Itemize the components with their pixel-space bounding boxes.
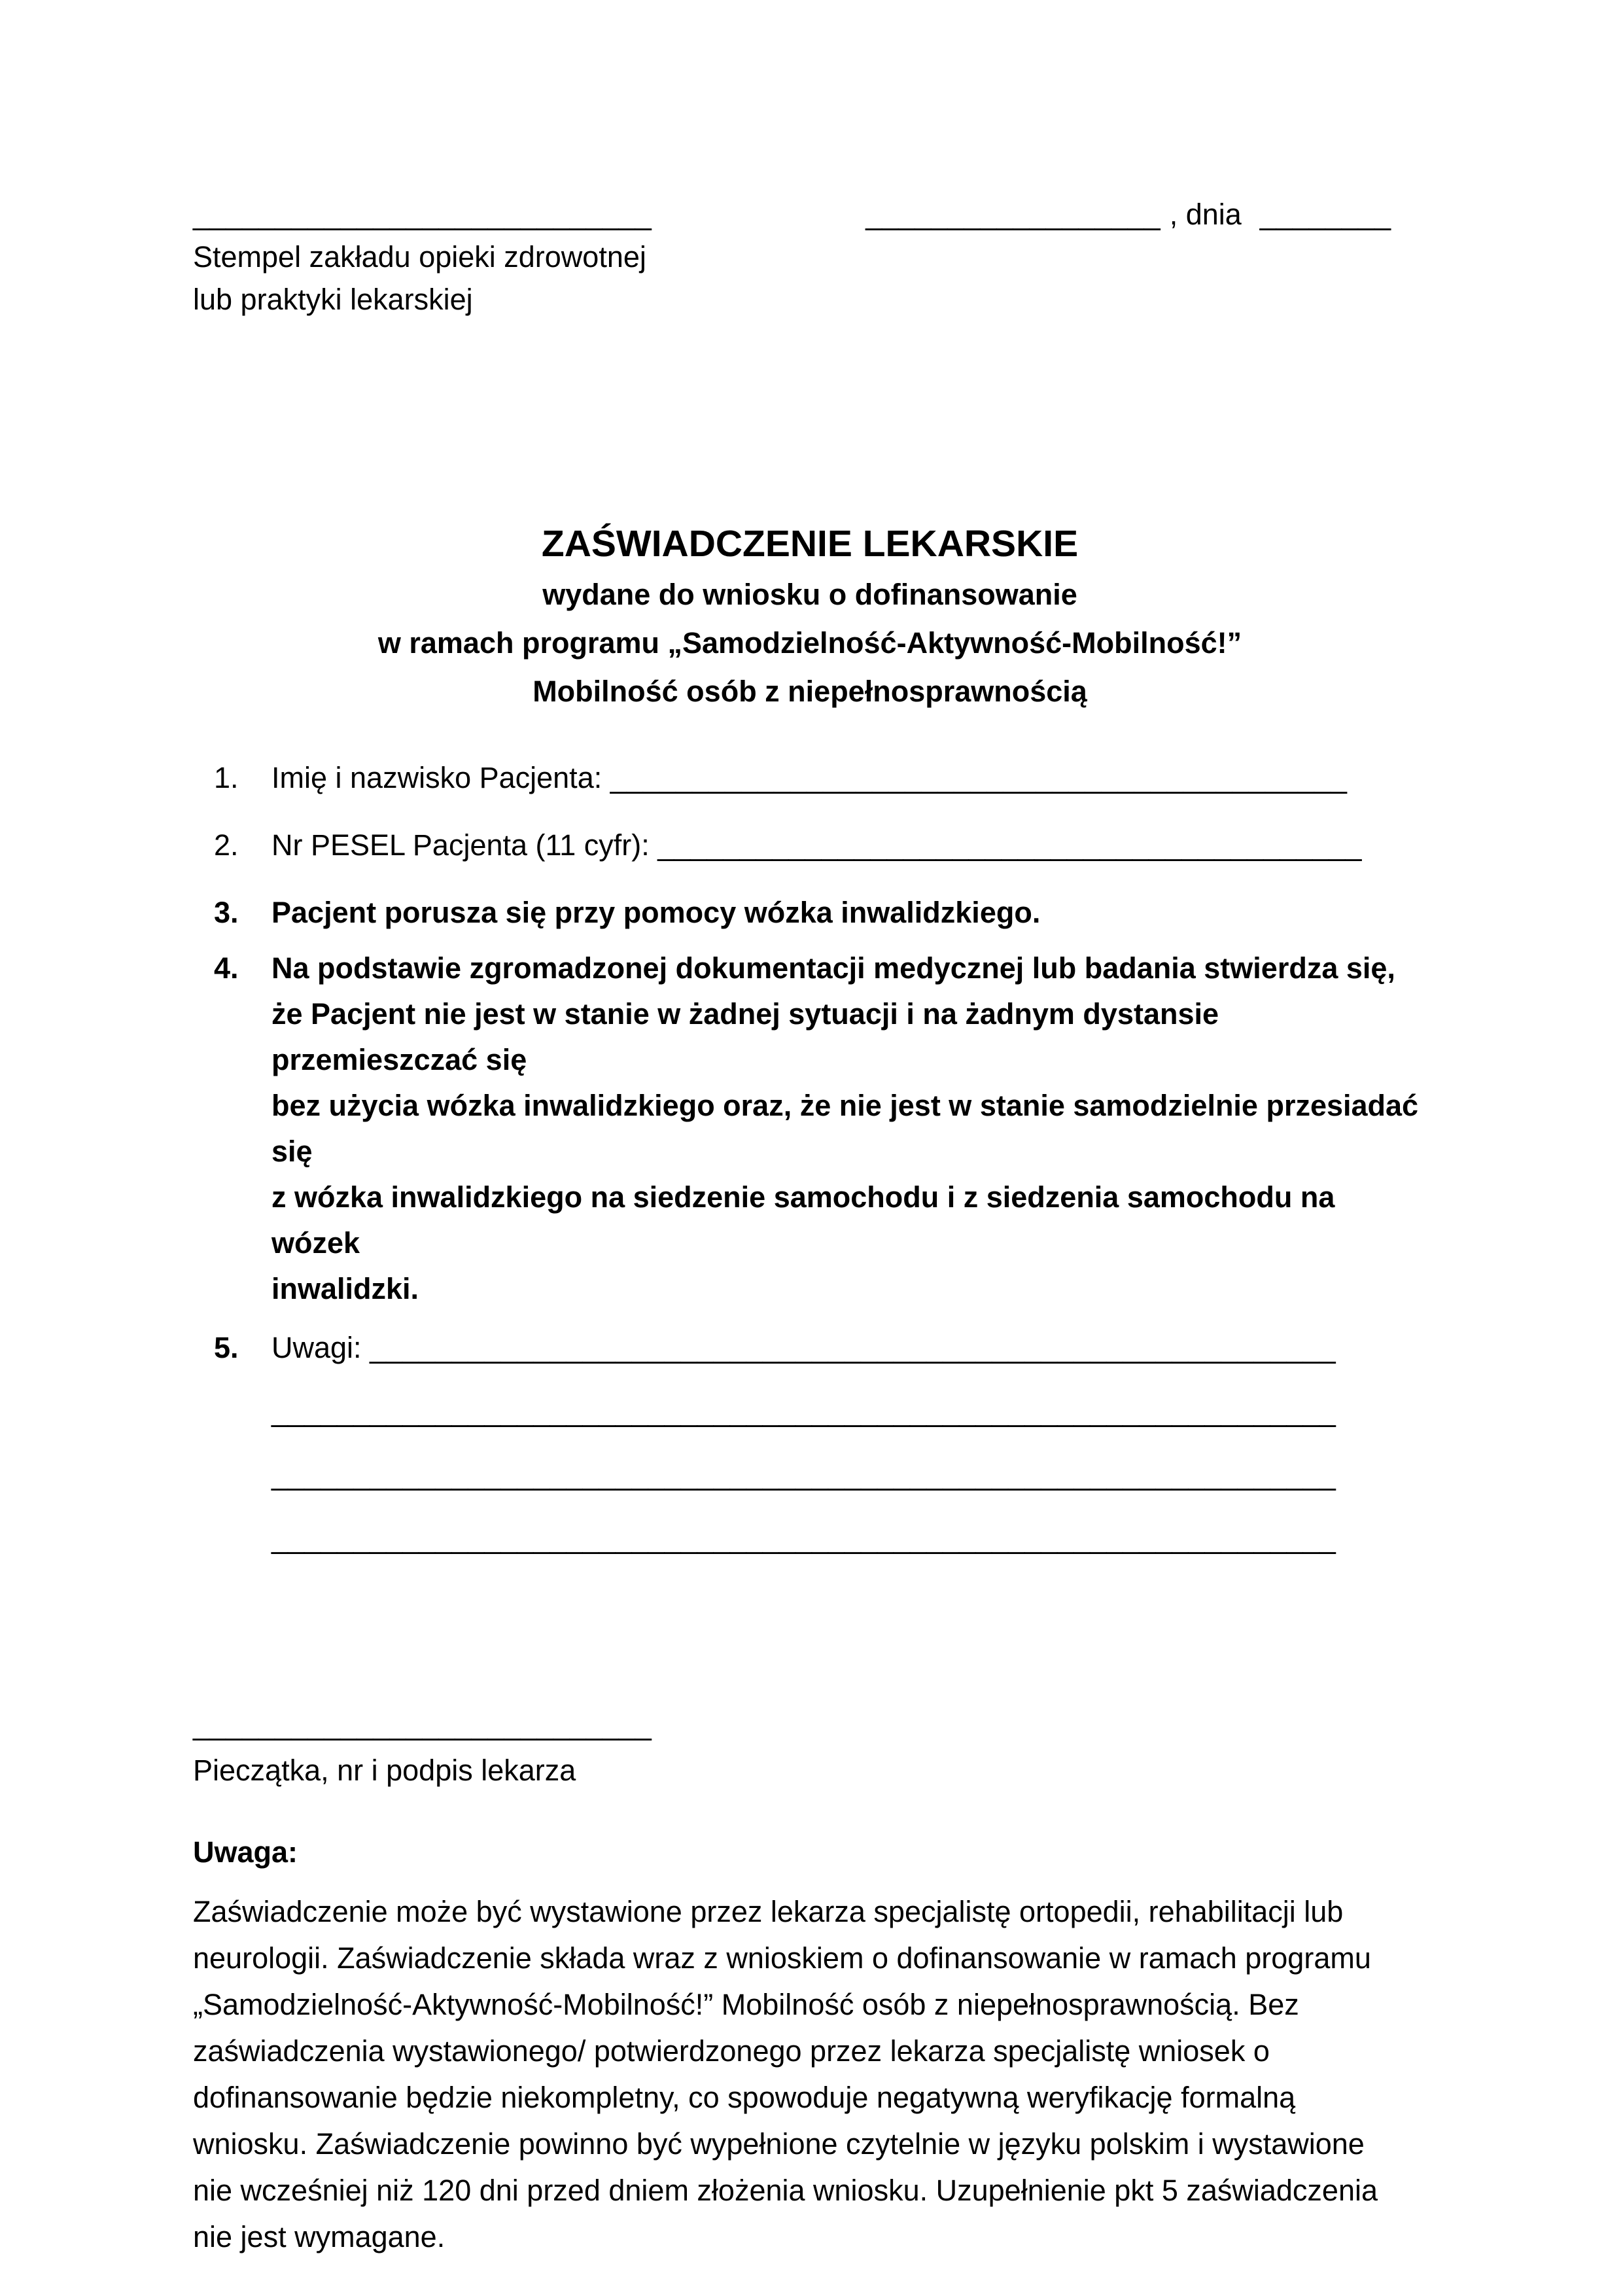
document-title: ZAŚWIADCZENIE LEKARSKIE <box>541 523 1079 565</box>
notes-line-4: zaświadczenia wystawionego/ potwierdzonego przez lekarza specjalistę wniosek o <box>193 2034 1270 2068</box>
item-3-text: Pacjent porusza się przy pomocy wózka inwalidzkiego. <box>271 896 1041 929</box>
item-5-blank-line-4: _________________________________________________________________ <box>271 1521 1336 1555</box>
list-item-1 <box>193 755 1427 801</box>
title-subline-3: Mobilność osób z niepełnosprawnością <box>532 675 1087 708</box>
item-1-blank-line: _____________________________________________ <box>610 761 1347 794</box>
notes-line-7: nie wcześniej niż 120 dni przed dniem złożenia wniosku. Uzupełnienie pkt 5 zaświadczenia <box>193 2174 1378 2207</box>
stamp-caption-line2: lub praktyki lekarskiej <box>193 283 473 316</box>
signature-blank-line: ____________________________ <box>193 1708 652 1741</box>
item-1-number: 1. <box>214 761 239 794</box>
notes-line-5: dofinansowanie będzie niekompletny, co spowoduje negatywną weryfikację formalną <box>193 2081 1296 2114</box>
item-4-line-1: Na podstawie zgromadzonej dokumentacji medycznej lub badania stwierdza się, <box>271 951 1395 985</box>
item-1-label: Imię i nazwisko Pacjenta: <box>271 761 602 794</box>
notes-line-1: Zaświadczenie może być wystawione przez lekarza specjalistę ortopedii, rehabilitacji lub <box>193 1895 1344 1928</box>
notes-heading: Uwaga: <box>193 1835 298 1869</box>
form-items-list <box>193 755 1427 1561</box>
title-block <box>193 517 1427 716</box>
title-subline-1: wydane do wniosku o dofinansowanie <box>542 578 1077 611</box>
item-2-body <box>271 822 1427 868</box>
notes-paragraph <box>193 1888 1427 2260</box>
stamp-blank-line: ____________________________ <box>193 198 652 231</box>
notes-line-2: neurologii. Zaświadczenie składa wraz z wnioskiem o dofinansowanie w ramach programu <box>193 1941 1371 1975</box>
item-5-blank-line-2: _________________________________________________________________ <box>271 1394 1336 1428</box>
item-3-number: 3. <box>214 896 239 929</box>
notes-line-6: wniosku. Zaświadczenie powinno być wypełnione czytelnie w języku polskim i wystawione <box>193 2127 1365 2161</box>
list-item-3 <box>193 890 1427 936</box>
list-item-2 <box>193 822 1427 868</box>
list-item-4 <box>193 945 1427 1312</box>
item-1-body <box>271 755 1427 801</box>
item-4-line-5: inwalidzki. <box>271 1272 419 1305</box>
date-blank-line: ________ <box>1259 198 1391 231</box>
signature-area <box>193 1702 1427 1793</box>
date-label: , dnia <box>1169 198 1242 231</box>
item-2-blank-line: ___________________________________________ <box>657 828 1362 862</box>
notes-line-8: nie jest wymagane. <box>193 2220 445 2253</box>
item-5-label: Uwagi: <box>271 1331 362 1364</box>
item-5-blank-line: ___________________________________________________________ <box>370 1331 1336 1364</box>
signature-caption: Pieczątka, nr i podpis lekarza <box>193 1754 576 1787</box>
document-header <box>193 193 1427 321</box>
item-5-body <box>271 1325 1427 1371</box>
place-blank-line: __________________ <box>865 198 1161 231</box>
item-4-line-4: z wózka inwalidzkiego na siedzenie samochodu i z siedzenia samochodu na wózek <box>271 1180 1335 1260</box>
list-item-5 <box>193 1325 1427 1371</box>
item-2-number: 2. <box>214 828 239 862</box>
title-subline-2: w ramach programu „Samodzielność-Aktywność-Mobilność!” <box>377 626 1242 660</box>
item-4-body <box>271 945 1427 1312</box>
item-5-blank-line-3: _________________________________________________________________ <box>271 1458 1336 1491</box>
item-4-number: 4. <box>214 951 239 985</box>
item-4-line-2: że Pacjent nie jest w stanie w żadnej sytuacji i na żadnym dystansie przemieszczać się <box>271 997 1219 1076</box>
stamp-caption-line1: Stempel zakładu opieki zdrowotnej <box>193 240 646 274</box>
place-date-area <box>865 193 1427 236</box>
item-5-number: 5. <box>214 1331 239 1364</box>
item-4-line-3: bez użycia wózka inwalidzkiego oraz, że nie jest w stanie samodzielnie przesiadać się <box>271 1089 1419 1168</box>
item-2-label: Nr PESEL Pacjenta (11 cyfr): <box>271 828 650 862</box>
stamp-area <box>193 193 652 321</box>
notes-line-3: „Samodzielność-Aktywność-Mobilność!” Mobilność osób z niepełnosprawnością. Bez <box>193 1988 1299 2021</box>
